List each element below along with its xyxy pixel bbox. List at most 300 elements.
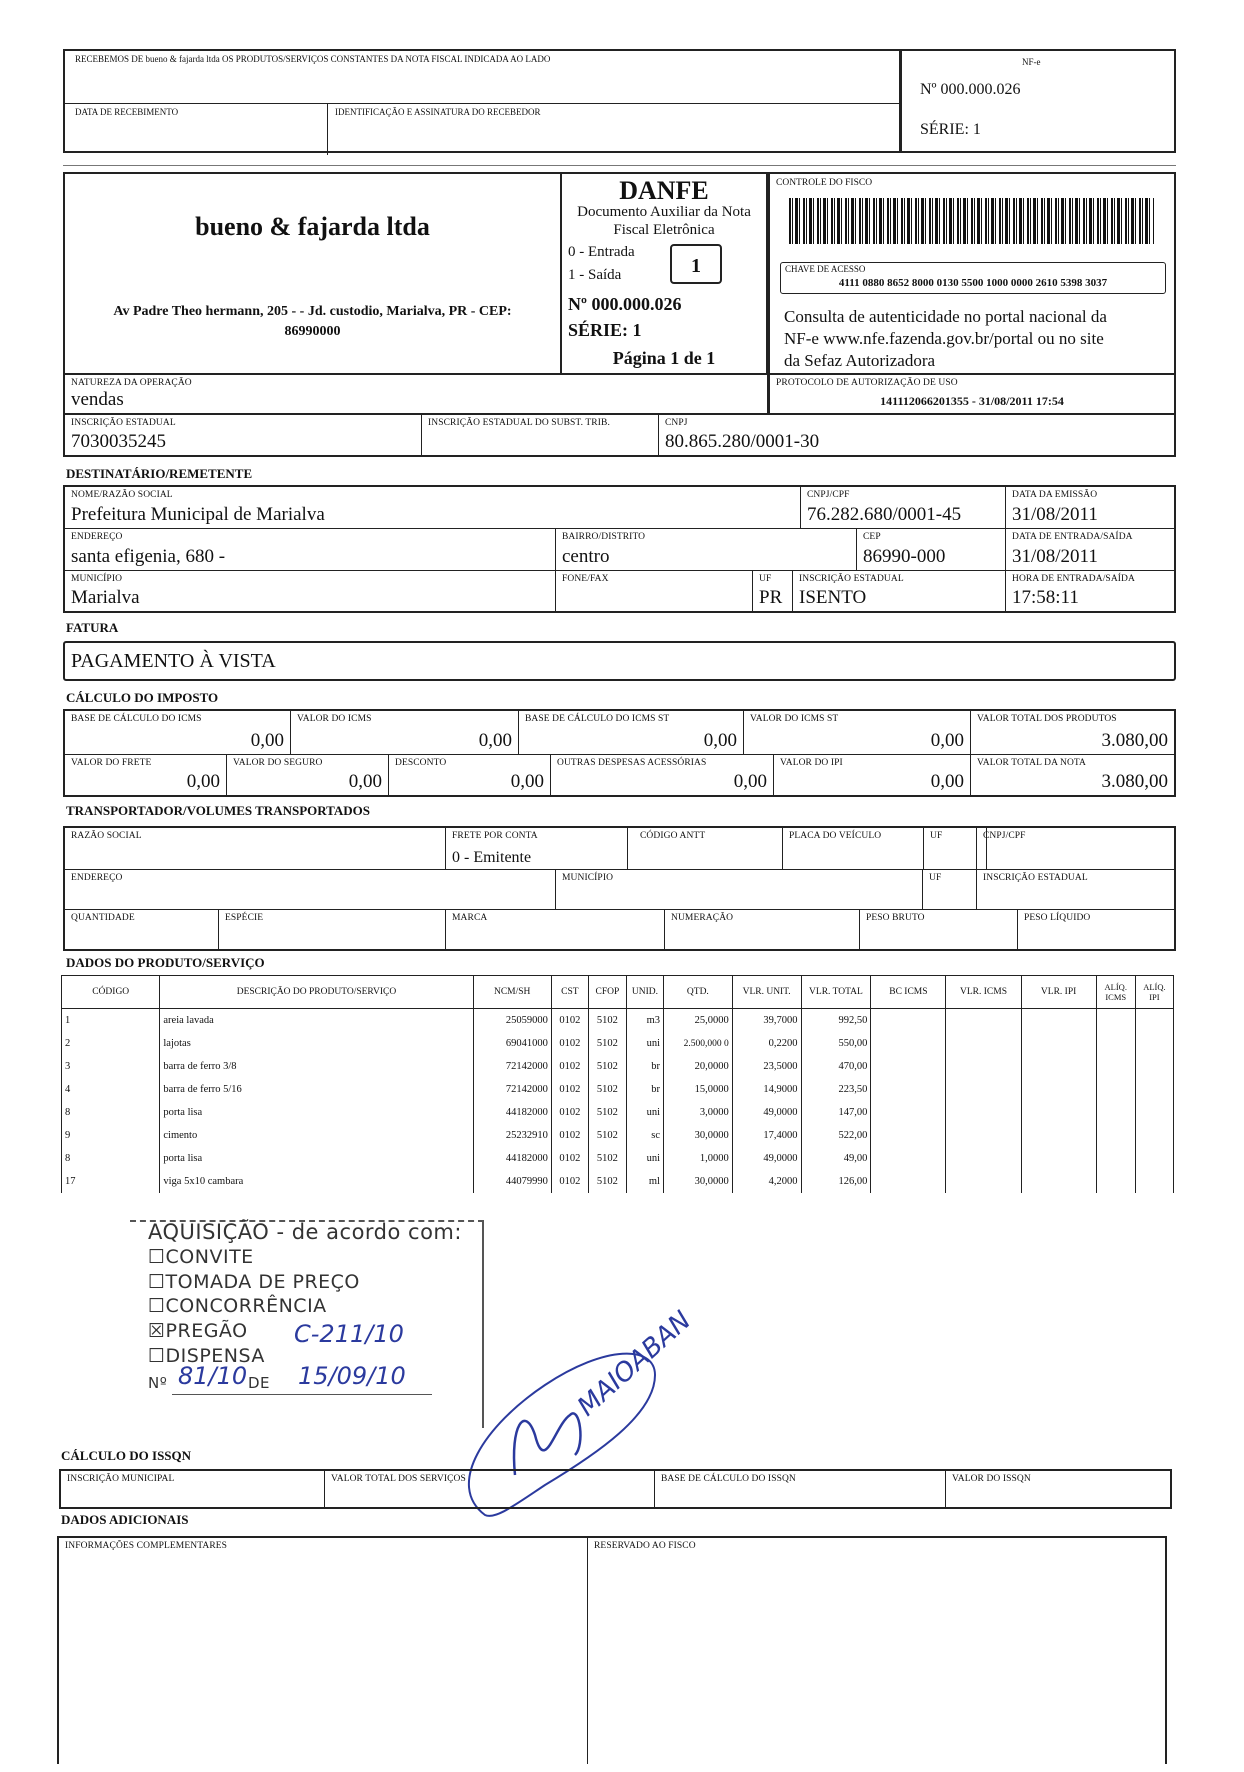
item-vlr-icms — [946, 1009, 1021, 1033]
handwritten-numero: 81/10 — [178, 1362, 248, 1390]
col-vlr-unit: VLR. UNIT. — [732, 976, 801, 1009]
transp-cnpj-label: CNPJ/CPF — [983, 831, 1026, 841]
emitente-endereco: Av Padre Theo hermann, 205 - - Jd. custodio, Marialva, PR - CEP: — [113, 304, 512, 319]
item-ncm: 44079990 — [473, 1170, 551, 1193]
item-unid: uni — [626, 1147, 663, 1170]
dest-bairro: centro — [562, 546, 610, 567]
item-vlr-ipi — [1021, 1124, 1096, 1147]
item-vlr-ipi — [1021, 1101, 1096, 1124]
nfe-label: NF-e — [1022, 57, 1041, 67]
col-aliq-icms: ALÍQ. ICMS — [1096, 976, 1135, 1009]
valor-icms-st-cell — [744, 711, 971, 755]
item-codigo: 17 — [62, 1170, 160, 1193]
col-cfop: CFOP — [588, 976, 626, 1009]
item-vlr-icms — [946, 1032, 1021, 1055]
natureza-label: NATUREZA DA OPERAÇÃO — [71, 378, 192, 388]
issqn-base-label: BASE DE CÁLCULO DO ISSQN — [661, 1474, 796, 1484]
col-descricao: DESCRIÇÃO DO PRODUTO/SERVIÇO — [160, 976, 473, 1009]
item-qtd: 30,0000 — [663, 1170, 732, 1193]
transp-municipio-cell — [556, 870, 923, 910]
item-bc-icms — [871, 1009, 946, 1033]
outras-despesas-cell — [551, 755, 774, 795]
identificacao-label: IDENTIFICAÇÃO E ASSINATURA DO RECEBEDOR — [335, 107, 541, 117]
transp-antt-label: CÓDIGO ANTT — [640, 831, 706, 841]
danfe-numero: Nº 000.000.026 — [568, 294, 682, 314]
transp-cnpj-cell — [977, 828, 1174, 870]
table-row — [62, 1055, 1174, 1078]
cnpj-label: CNPJ — [665, 418, 688, 428]
dest-uf-label: UF — [759, 574, 772, 584]
ie-cell — [65, 415, 422, 455]
transp-razao-label: RAZÃO SOCIAL — [71, 831, 142, 841]
item-codigo: 1 — [62, 1009, 160, 1033]
item-vlr-icms — [946, 1124, 1021, 1147]
item-vlr-icms — [946, 1147, 1021, 1170]
item-unid: m3 — [626, 1009, 663, 1033]
reservado-fisco-label: RESERVADO AO FISCO — [594, 1541, 696, 1551]
total-nota-label: VALOR TOTAL DA NOTA — [977, 758, 1087, 768]
stamp-convite: ☐CONVITE — [148, 1246, 254, 1268]
base-icms-st-value: 0,00 — [703, 730, 737, 751]
dest-nome: Prefeitura Municipal de Marialva — [71, 504, 325, 525]
item-cst: 0102 — [551, 1078, 588, 1101]
stamp-de-label: DE — [248, 1374, 271, 1392]
item-bc-icms — [871, 1055, 946, 1078]
item-vlr-unit: 23,5000 — [732, 1055, 801, 1078]
item-ncm: 69041000 — [473, 1032, 551, 1055]
dest-entrada-saida-cell — [1006, 529, 1174, 571]
valor-ipi-value: 0,00 — [930, 771, 964, 792]
consulta-line1: Consulta de autenticidade no portal nacional da — [784, 307, 1107, 326]
danfe-subtitle1: Documento Auxiliar da Nota — [577, 204, 751, 220]
dest-fone-label: FONE/FAX — [562, 574, 609, 584]
protocolo-value: 141112066201355 - 31/08/2011 17:54 — [880, 394, 1064, 408]
transp-uf2-cell — [923, 870, 977, 910]
item-unid: uni — [626, 1032, 663, 1055]
transp-peso-liquido-label: PESO LÍQUIDO — [1024, 913, 1091, 923]
transp-municipio-label: MUNICÍPIO — [562, 873, 614, 883]
valor-icms-cell — [291, 711, 519, 755]
frete-value: 0,00 — [186, 771, 220, 792]
item-codigo: 9 — [62, 1124, 160, 1147]
transp-peso-bruto-cell — [860, 910, 1018, 949]
item-ncm: 25059000 — [473, 1009, 551, 1033]
ie-row — [63, 415, 1176, 457]
item-vlr-icms — [946, 1055, 1021, 1078]
dest-hora: 17:58:11 — [1012, 587, 1079, 608]
total-nota-value: 3.080,00 — [1101, 771, 1168, 792]
item-aliq-icms — [1096, 1147, 1135, 1170]
transp-ie-cell — [977, 870, 1174, 910]
controle-box — [768, 172, 1176, 375]
item-cfop: 5102 — [588, 1078, 626, 1101]
stamp-dispensa: ☐DISPENSA — [148, 1345, 265, 1367]
item-qtd: 25,0000 — [663, 1009, 732, 1033]
item-vlr-ipi — [1021, 1078, 1096, 1101]
item-vlr-total: 49,00 — [801, 1147, 871, 1170]
col-codigo: CÓDIGO — [62, 976, 160, 1009]
table-row — [62, 1124, 1174, 1147]
fatura-section: FATURA — [66, 620, 119, 635]
table-row — [62, 1101, 1174, 1124]
item-qtd: 20,0000 — [663, 1055, 732, 1078]
issqn-valor-cell — [946, 1471, 1170, 1507]
valor-ipi-cell — [774, 755, 971, 795]
stamp-tomada: ☐TOMADA DE PREÇO — [148, 1271, 360, 1293]
col-ncm: NCM/SH — [473, 976, 551, 1009]
valor-icms-value: 0,00 — [478, 730, 512, 751]
item-unid: sc — [626, 1124, 663, 1147]
item-aliq-icms — [1096, 1078, 1135, 1101]
issqn-servicos-cell — [325, 1471, 655, 1507]
base-icms-st-label: BASE DE CÁLCULO DO ICMS ST — [525, 714, 670, 724]
base-icms-value: 0,00 — [250, 730, 284, 751]
item-aliq-icms — [1096, 1170, 1135, 1193]
item-unid: br — [626, 1055, 663, 1078]
ie-label: INSCRIÇÃO ESTADUAL — [71, 418, 176, 428]
chave-label: CHAVE DE ACESSO — [785, 264, 866, 274]
item-aliq-icms — [1096, 1009, 1135, 1033]
emitente-cep: 86990000 — [284, 324, 341, 339]
transp-numeracao-cell — [665, 910, 860, 949]
item-vlr-icms — [946, 1101, 1021, 1124]
transp-frete-cell — [446, 828, 628, 870]
dest-emissao-cell — [1006, 487, 1174, 529]
item-ncm: 44182000 — [473, 1101, 551, 1124]
issqn-servicos-label: VALOR TOTAL DOS SERVIÇOS — [331, 1474, 466, 1484]
item-ncm: 25232910 — [473, 1124, 551, 1147]
item-cst: 0102 — [551, 1055, 588, 1078]
chave-acesso: 4111 0880 8652 8000 0130 5500 1000 0000 2610 5398 3037 — [838, 277, 1108, 289]
item-vlr-unit: 39,7000 — [732, 1009, 801, 1033]
item-vlr-unit: 0,2200 — [732, 1032, 801, 1055]
col-vlr-total: VLR. TOTAL — [801, 976, 871, 1009]
item-cst: 0102 — [551, 1101, 588, 1124]
imposto-box — [63, 709, 1176, 797]
cnpj-value: 80.865.280/0001-30 — [665, 431, 820, 452]
issqn-section: CÁLCULO DO ISSQN — [61, 1448, 192, 1463]
issqn-base-cell — [655, 1471, 946, 1507]
dest-endereco-label: ENDEREÇO — [71, 532, 123, 542]
danfe-box — [562, 172, 768, 375]
issqn-box — [59, 1469, 1172, 1509]
transportador-section: TRANSPORTADOR/VOLUMES TRANSPORTADOS — [66, 803, 371, 818]
dest-bairro-cell — [556, 529, 857, 571]
canhoto-serie: SÉRIE: 1 — [920, 121, 981, 138]
fatura-box — [63, 641, 1176, 681]
item-cfop: 5102 — [588, 1124, 626, 1147]
item-descricao: barra de ferro 3/8 — [160, 1055, 473, 1078]
item-bc-icms — [871, 1101, 946, 1124]
dest-uf-cell — [753, 571, 793, 611]
dest-cep-label: CEP — [863, 532, 881, 542]
seguro-label: VALOR DO SEGURO — [233, 758, 323, 768]
item-vlr-ipi — [1021, 1170, 1096, 1193]
item-vlr-total: 550,00 — [801, 1032, 871, 1055]
col-qtd: QTD. — [663, 976, 732, 1009]
item-descricao: porta lisa — [160, 1101, 473, 1124]
dest-emissao-label: DATA DA EMISSÃO — [1012, 490, 1098, 500]
desconto-label: DESCONTO — [395, 758, 447, 768]
produtos-table — [61, 975, 1174, 1193]
handwritten-pregao-number: C-211/10 — [294, 1320, 404, 1348]
dest-municipio: Marialva — [71, 587, 140, 608]
item-aliq-ipi — [1135, 1032, 1173, 1055]
col-aliq-ipi: ALÍQ. IPI — [1135, 976, 1173, 1009]
item-cfop: 5102 — [588, 1147, 626, 1170]
item-vlr-total: 223,50 — [801, 1078, 871, 1101]
adicionais-section: DADOS ADICIONAIS — [61, 1512, 189, 1527]
stamp-line1: AQUISIÇÃO - de acordo com: — [148, 1220, 462, 1244]
col-bc-icms: BC ICMS — [871, 976, 946, 1009]
dest-bairro-label: BAIRRO/DISTRITO — [562, 532, 646, 542]
produtos-section: DADOS DO PRODUTO/SERVIÇO — [66, 955, 265, 970]
item-vlr-total: 522,00 — [801, 1124, 871, 1147]
danfe-title: DANFE — [619, 176, 709, 205]
item-codigo: 4 — [62, 1078, 160, 1101]
imposto-section: CÁLCULO DO IMPOSTO — [66, 690, 219, 705]
dest-cep: 86990-000 — [863, 546, 946, 567]
canhoto-vsep — [327, 103, 328, 155]
consulta-line3: da Sefaz Autorizadora — [784, 351, 936, 370]
dest-entrada-saida-label: DATA DE ENTRADA/SAÍDA — [1012, 532, 1133, 542]
controle-label: CONTROLE DO FISCO — [776, 178, 873, 188]
dest-nome-label: NOME/RAZÃO SOCIAL — [71, 490, 173, 500]
item-cst: 0102 — [551, 1009, 588, 1033]
item-vlr-unit: 14,9000 — [732, 1078, 801, 1101]
table-row — [62, 1009, 1174, 1033]
transp-especie-label: ESPÉCIE — [225, 913, 264, 923]
issqn-inscricao-label: INSCRIÇÃO MUNICIPAL — [67, 1474, 175, 1484]
item-qtd: 1,0000 — [663, 1147, 732, 1170]
protocolo-label: PROTOCOLO DE AUTORIZAÇÃO DE USO — [776, 378, 958, 388]
item-vlr-unit: 4,2000 — [732, 1170, 801, 1193]
item-unid: br — [626, 1078, 663, 1101]
item-vlr-total: 147,00 — [801, 1101, 871, 1124]
table-row — [62, 1078, 1174, 1101]
item-vlr-ipi — [1021, 1147, 1096, 1170]
item-aliq-icms — [1096, 1124, 1135, 1147]
canhoto-divider — [65, 103, 899, 104]
produtos-header-row — [62, 976, 1174, 1009]
item-cfop: 5102 — [588, 1009, 626, 1033]
item-cst: 0102 — [551, 1170, 588, 1193]
seguro-value: 0,00 — [348, 771, 382, 792]
dest-cep-cell — [857, 529, 1006, 571]
signature-text: MAIOABAN — [572, 1305, 698, 1423]
transp-numeracao-label: NUMERAÇÃO — [671, 913, 734, 923]
danfe-pagina: Página 1 de 1 — [612, 348, 716, 368]
danfe-entrada: 0 - Entrada — [568, 244, 635, 260]
item-aliq-ipi — [1135, 1101, 1173, 1124]
item-vlr-icms — [946, 1078, 1021, 1101]
transp-frete: 0 - Emitente — [452, 849, 532, 866]
item-unid: uni — [626, 1101, 663, 1124]
outras-despesas-label: OUTRAS DESPESAS ACESSÓRIAS — [557, 758, 707, 768]
transp-quantidade-label: QUANTIDADE — [71, 913, 135, 923]
item-ncm: 44182000 — [473, 1147, 551, 1170]
dest-fone-cell — [556, 571, 753, 611]
item-vlr-unit: 49,0000 — [732, 1101, 801, 1124]
item-aliq-ipi — [1135, 1078, 1173, 1101]
dest-uf: PR — [759, 587, 783, 608]
dest-cnpj-label: CNPJ/CPF — [807, 490, 850, 500]
total-produtos-label: VALOR TOTAL DOS PRODUTOS — [977, 714, 1117, 724]
canhoto-numero: Nº 000.000.026 — [920, 81, 1021, 98]
valor-icms-st-value: 0,00 — [930, 730, 964, 751]
reservado-fisco-cell — [588, 1538, 1165, 1764]
item-ncm: 72142000 — [473, 1078, 551, 1101]
item-vlr-total: 470,00 — [801, 1055, 871, 1078]
seguro-cell — [227, 755, 389, 795]
cnpj-cell — [659, 415, 1174, 455]
col-unid: UNID. — [626, 976, 663, 1009]
dest-entrada-saida: 31/08/2011 — [1012, 546, 1098, 567]
dest-cnpj-cell — [801, 487, 1006, 529]
cut-line — [63, 165, 1176, 166]
transp-razao-cell — [65, 828, 446, 870]
item-codigo: 2 — [62, 1032, 160, 1055]
barcode — [789, 198, 1154, 244]
item-vlr-unit: 17,4000 — [732, 1124, 801, 1147]
canhoto — [63, 49, 901, 153]
table-row — [62, 1147, 1174, 1170]
ie-st-label: INSCRIÇÃO ESTADUAL DO SUBST. TRIB. — [428, 418, 610, 428]
item-cst: 0102 — [551, 1032, 588, 1055]
info-complementar-label: INFORMAÇÕES COMPLEMENTARES — [65, 1541, 228, 1551]
dest-hora-cell — [1006, 571, 1174, 611]
item-bc-icms — [871, 1147, 946, 1170]
item-bc-icms — [871, 1124, 946, 1147]
item-vlr-icms — [946, 1170, 1021, 1193]
col-cst: CST — [551, 976, 588, 1009]
item-vlr-total: 126,00 — [801, 1170, 871, 1193]
item-cfop: 5102 — [588, 1170, 626, 1193]
base-icms-cell — [65, 711, 291, 755]
issqn-inscricao-cell — [61, 1471, 325, 1507]
item-descricao: lajotas — [160, 1032, 473, 1055]
desconto-cell — [389, 755, 551, 795]
item-ncm: 72142000 — [473, 1055, 551, 1078]
item-aliq-icms — [1096, 1055, 1135, 1078]
item-qtd: 3,0000 — [663, 1101, 732, 1124]
item-unid: ml — [626, 1170, 663, 1193]
transp-uf-label: UF — [930, 831, 943, 841]
item-descricao: viga 5x10 cambara — [160, 1170, 473, 1193]
adicionais-box — [57, 1536, 1167, 1764]
danfe-saida: 1 - Saída — [568, 267, 622, 283]
desconto-value: 0,00 — [510, 771, 544, 792]
transp-uf-cell — [923, 828, 977, 870]
chave-box — [780, 262, 1166, 294]
transp-frete-label: FRETE POR CONTA — [452, 831, 538, 841]
item-qtd: 2.500,000 0 — [663, 1032, 732, 1055]
dest-ie: ISENTO — [799, 587, 867, 608]
destinatario-box — [63, 485, 1176, 613]
item-descricao: areia lavada — [160, 1009, 473, 1033]
item-aliq-ipi — [1135, 1055, 1173, 1078]
outras-despesas-value: 0,00 — [733, 771, 767, 792]
item-vlr-unit: 49,0000 — [732, 1147, 801, 1170]
valor-icms-st-label: VALOR DO ICMS ST — [750, 714, 839, 724]
base-icms-label: BASE DE CÁLCULO DO ICMS — [71, 714, 202, 724]
item-descricao: barra de ferro 5/16 — [160, 1078, 473, 1101]
item-descricao: cimento — [160, 1124, 473, 1147]
item-codigo: 8 — [62, 1101, 160, 1124]
info-complementar-cell — [59, 1538, 588, 1764]
valor-ipi-label: VALOR DO IPI — [780, 758, 843, 768]
transp-uf2-label: UF — [929, 873, 942, 883]
dest-endereco-cell — [65, 529, 556, 571]
transp-placa-label: PLACA DO VEÍCULO — [789, 831, 882, 841]
dest-nome-cell — [65, 487, 801, 529]
table-row — [62, 1032, 1174, 1055]
item-descricao: porta lisa — [160, 1147, 473, 1170]
item-aliq-ipi — [1135, 1147, 1173, 1170]
danfe-serie: SÉRIE: 1 — [568, 320, 642, 340]
item-vlr-ipi — [1021, 1009, 1096, 1033]
transportador-box — [63, 826, 1176, 951]
danfe-subtitle2: Fiscal Eletrônica — [613, 222, 715, 238]
item-vlr-ipi — [1021, 1055, 1096, 1078]
protocolo-box — [768, 375, 1176, 415]
col-vlr-ipi: VLR. IPI — [1021, 976, 1096, 1009]
frete-cell — [65, 755, 227, 795]
dest-ie-label: INSCRIÇÃO ESTADUAL — [799, 574, 904, 584]
handwritten-data: 15/09/10 — [298, 1362, 406, 1390]
item-cfop: 5102 — [588, 1032, 626, 1055]
item-aliq-ipi — [1135, 1009, 1173, 1033]
aquisicao-stamp — [130, 1220, 484, 1428]
item-aliq-ipi — [1135, 1170, 1173, 1193]
dest-emissao: 31/08/2011 — [1012, 504, 1098, 525]
dest-cnpj: 76.282.680/0001-45 — [807, 504, 962, 525]
ie-st-cell — [422, 415, 659, 455]
canhoto-nfe-box — [900, 49, 1176, 153]
item-vlr-ipi — [1021, 1032, 1096, 1055]
item-cfop: 5102 — [588, 1055, 626, 1078]
consulta-line2: NF-e www.nfe.fazenda.gov.br/portal ou no site — [784, 329, 1104, 348]
stamp-numero-label: Nº — [148, 1374, 168, 1392]
item-bc-icms — [871, 1170, 946, 1193]
item-bc-icms — [871, 1078, 946, 1101]
total-nota-cell — [971, 755, 1174, 795]
item-bc-icms — [871, 1032, 946, 1055]
emitente-box — [63, 172, 562, 375]
item-cfop: 5102 — [588, 1101, 626, 1124]
danfe-tipo-box: 1 — [670, 244, 722, 284]
transp-marca-label: MARCA — [452, 913, 488, 923]
base-icms-st-cell — [519, 711, 744, 755]
issqn-valor-label: VALOR DO ISSQN — [952, 1474, 1031, 1484]
table-row — [62, 1170, 1174, 1193]
item-codigo: 3 — [62, 1055, 160, 1078]
dest-municipio-cell — [65, 571, 556, 611]
total-produtos-value: 3.080,00 — [1101, 730, 1168, 751]
transp-marca-cell — [446, 910, 665, 949]
transp-ie-label: INSCRIÇÃO ESTADUAL — [983, 873, 1088, 883]
data-recebimento-label: DATA DE RECEBIMENTO — [75, 107, 179, 117]
item-vlr-total: 992,50 — [801, 1009, 871, 1033]
item-qtd: 30,0000 — [663, 1124, 732, 1147]
item-aliq-icms — [1096, 1101, 1135, 1124]
stamp-pregao: ☒PREGÃO — [148, 1320, 248, 1342]
dest-municipio-label: MUNICÍPIO — [71, 574, 123, 584]
emitente-nome: bueno & fajarda ltda — [195, 212, 430, 241]
item-cst: 0102 — [551, 1147, 588, 1170]
dest-endereco: santa efigenia, 680 - — [71, 546, 226, 567]
transp-endereco-cell — [65, 870, 556, 910]
